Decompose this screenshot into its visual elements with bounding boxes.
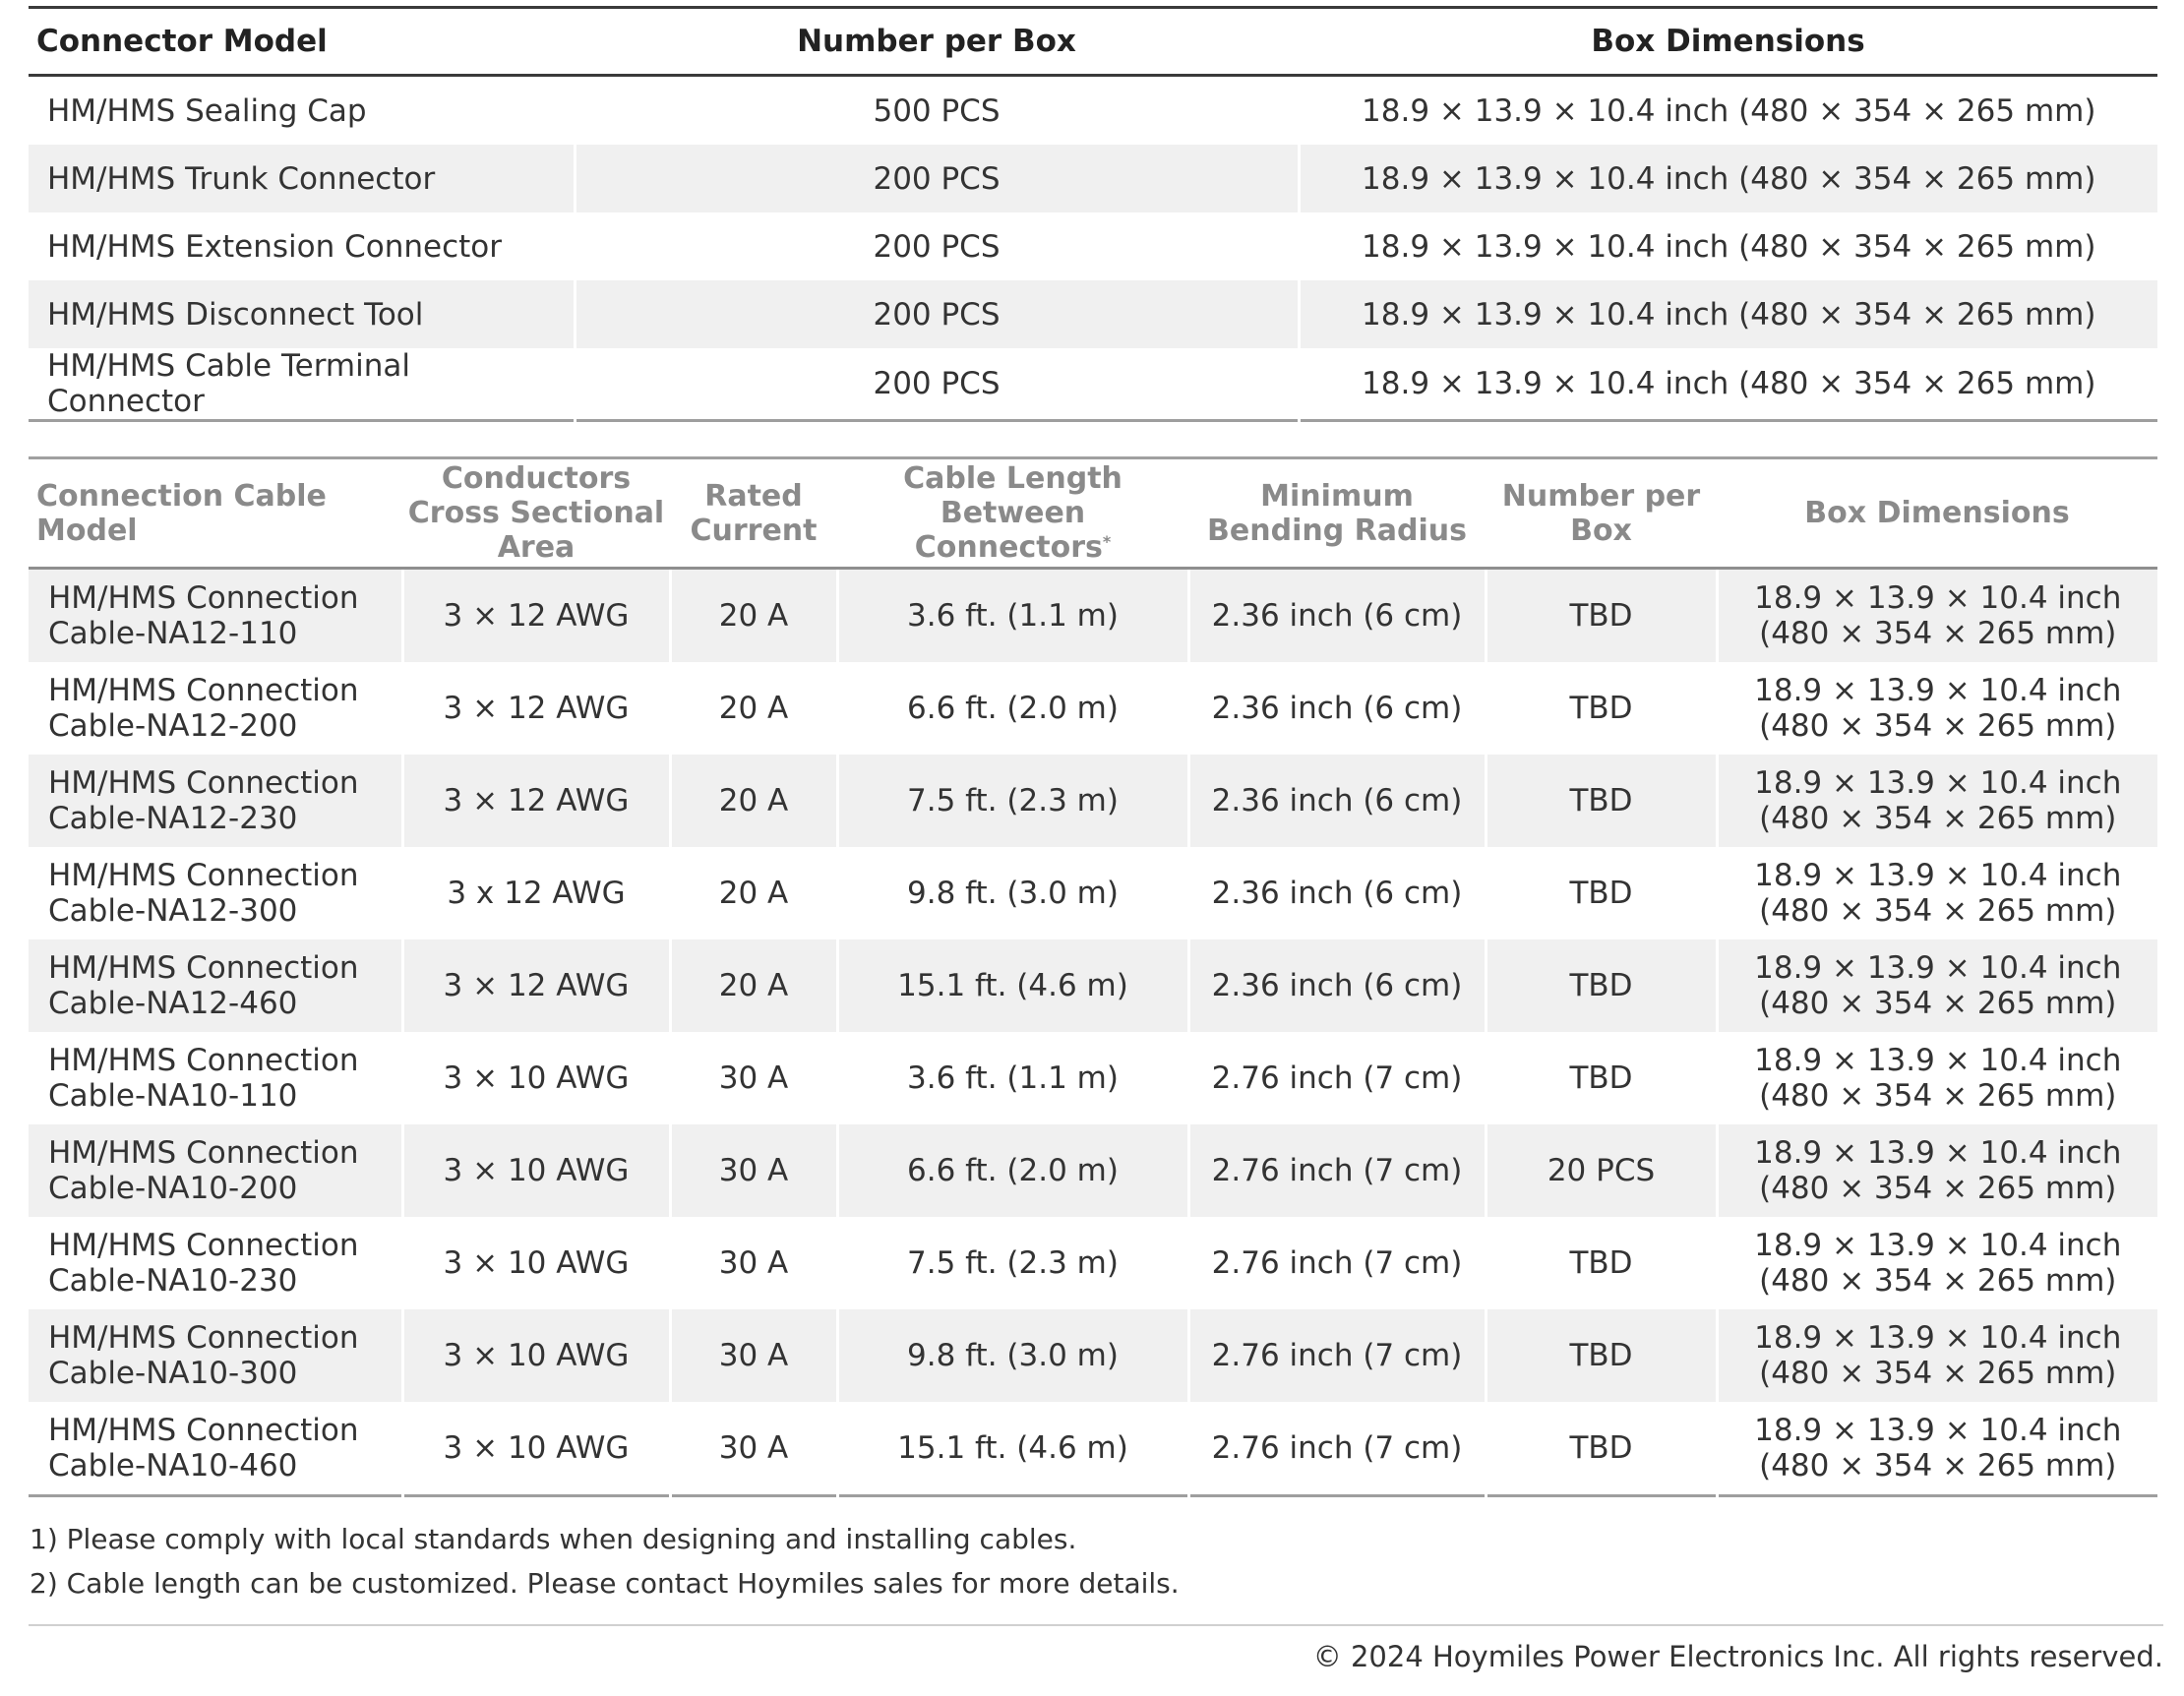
cell-dimensions-line1: 18.9 × 13.9 × 10.4 inch <box>1754 1413 2122 1448</box>
header-connector-model: Connector Model <box>29 8 575 76</box>
cell-radius: 2.36 inch (6 cm) <box>1188 569 1486 663</box>
cable-table <box>29 456 2157 1497</box>
table-row <box>29 755 2157 847</box>
cell-model: HM/HMS Trunk Connector <box>29 145 575 212</box>
cell-radius: 2.36 inch (6 cm) <box>1188 847 1486 939</box>
cell-model-line1: HM/HMS Connection <box>48 858 359 893</box>
footnotes <box>29 1517 2157 1605</box>
cell-length: 3.6 ft. (1.1 m) <box>837 569 1188 663</box>
table-row <box>29 212 2157 280</box>
table-row <box>29 569 2157 663</box>
cell-area: 3 × 12 AWG <box>402 939 670 1032</box>
cell-current: 30 A <box>670 1309 837 1402</box>
cell-length: 6.6 ft. (2.0 m) <box>837 662 1188 755</box>
cell-radius: 2.76 inch (7 cm) <box>1188 1309 1486 1402</box>
footnote-1: 1) Please comply with local standards when designing and installing cables. <box>30 1523 1077 1555</box>
cell-dimensions <box>1717 1124 2157 1217</box>
cell-dimensions-line2: (480 × 354 × 265 mm) <box>1759 986 2117 1021</box>
cell-model-line2: Cable-NA12-230 <box>48 801 298 836</box>
cell-area: 3 x 12 AWG <box>402 847 670 939</box>
cell-model: HM/HMS Disconnect Tool <box>29 280 575 348</box>
cell-model-line2: Cable-NA12-300 <box>48 893 298 929</box>
header-bending-radius: Minimum Bending Radius <box>1188 458 1486 569</box>
cell-model <box>29 1217 402 1309</box>
cell-radius: 2.36 inch (6 cm) <box>1188 662 1486 755</box>
cell-number: TBD <box>1486 939 1717 1032</box>
table-row <box>29 847 2157 939</box>
cell-number: 200 PCS <box>575 212 1299 280</box>
cell-dimensions <box>1717 1309 2157 1402</box>
cell-model-line1: HM/HMS Connection <box>48 673 359 708</box>
cell-length: 15.1 ft. (4.6 m) <box>837 1402 1188 1496</box>
cell-dimensions-line2: (480 × 354 × 265 mm) <box>1759 893 2117 929</box>
cell-model-line1: HM/HMS Connection <box>48 950 359 986</box>
cell-model-line1: HM/HMS Connection <box>48 1135 359 1171</box>
cell-model-line1: HM/HMS Connection <box>48 580 359 616</box>
cell-dimensions-line1: 18.9 × 13.9 × 10.4 inch <box>1754 1135 2122 1171</box>
cell-current: 20 A <box>670 569 837 663</box>
cell-dimensions <box>1717 939 2157 1032</box>
cell-number: 500 PCS <box>575 76 1299 146</box>
cell-radius: 2.76 inch (7 cm) <box>1188 1402 1486 1496</box>
table-row <box>29 1032 2157 1124</box>
table-row <box>29 939 2157 1032</box>
cell-dimensions <box>1717 569 2157 663</box>
cell-model <box>29 939 402 1032</box>
cell-number: 200 PCS <box>575 145 1299 212</box>
cell-model-line1: HM/HMS Connection <box>48 1320 359 1356</box>
cell-radius: 2.36 inch (6 cm) <box>1188 939 1486 1032</box>
cell-area: 3 × 10 AWG <box>402 1402 670 1496</box>
cell-radius: 2.76 inch (7 cm) <box>1188 1032 1486 1124</box>
document-page <box>29 6 2163 1673</box>
cell-model <box>29 755 402 847</box>
copyright-text: © 2024 Hoymiles Power Electronics Inc. All rights reserved. <box>1312 1640 2163 1673</box>
cell-dimensions <box>1717 1402 2157 1496</box>
cell-dimensions-line1: 18.9 × 13.9 × 10.4 inch <box>1754 1043 2122 1078</box>
header-number-per-box: Number per Box <box>1486 458 1717 569</box>
cell-model-line2: Cable-NA12-200 <box>48 708 298 744</box>
cell-model <box>29 1032 402 1124</box>
cell-model-line2: Cable-NA10-110 <box>48 1078 298 1114</box>
cell-dimensions-line2: (480 × 354 × 265 mm) <box>1759 616 2117 651</box>
cell-number: TBD <box>1486 755 1717 847</box>
footnote-2: 2) Cable length can be customized. Please contact Hoymiles sales for more details. <box>30 1567 1180 1600</box>
cell-area: 3 × 10 AWG <box>402 1032 670 1124</box>
cell-model-line2: Cable-NA10-200 <box>48 1171 298 1206</box>
cable-table-header <box>29 458 2157 569</box>
cell-current: 20 A <box>670 755 837 847</box>
cell-model: HM/HMS Sealing Cap <box>47 92 367 129</box>
cell-dimensions-line2: (480 × 354 × 265 mm) <box>1759 1078 2117 1114</box>
header-cable-model: Connection Cable Model <box>29 458 402 569</box>
cell-area: 3 × 12 AWG <box>402 755 670 847</box>
header-cross-sectional-area: Conductors Cross Sectional Area <box>402 458 670 569</box>
footer-divider <box>29 1624 2163 1626</box>
cell-current: 20 A <box>670 939 837 1032</box>
cell-dimensions-line1: 18.9 × 13.9 × 10.4 inch <box>1754 673 2122 708</box>
cell-dimensions-line2: (480 × 354 × 265 mm) <box>1759 708 2117 744</box>
cell-model-line1: HM/HMS Connection <box>48 1413 359 1448</box>
cell-dimensions-line2: (480 × 354 × 265 mm) <box>1759 801 2117 836</box>
cell-model <box>29 1309 402 1402</box>
table-row <box>29 348 2157 421</box>
cell-model <box>29 1402 402 1496</box>
header-box-dimensions: Box Dimensions <box>1299 8 2157 76</box>
table-row <box>29 662 2157 755</box>
cell-model <box>29 662 402 755</box>
cell-area: 3 × 12 AWG <box>402 569 670 663</box>
cell-radius: 2.36 inch (6 cm) <box>1188 755 1486 847</box>
header-cable-length <box>837 458 1188 569</box>
cell-radius: 2.76 inch (7 cm) <box>1188 1124 1486 1217</box>
cell-number: 200 PCS <box>575 348 1299 421</box>
connector-table-header <box>29 8 2157 76</box>
cell-dimensions <box>1717 1217 2157 1309</box>
table-row <box>29 76 2157 146</box>
cell-length: 9.8 ft. (3.0 m) <box>837 1309 1188 1402</box>
cell-dimensions <box>1717 1032 2157 1124</box>
header-rated-current: Rated Current <box>670 458 837 569</box>
header-cable-length-text: Cable Length Between Connectors <box>903 461 1122 565</box>
cell-dimensions: 18.9 × 13.9 × 10.4 inch (480 × 354 × 265 mm) <box>1299 348 2157 421</box>
cell-dimensions-line1: 18.9 × 13.9 × 10.4 inch <box>1754 580 2122 616</box>
cell-current: 30 A <box>670 1124 837 1217</box>
table-row <box>29 1124 2157 1217</box>
cell-dimensions-line1: 18.9 × 13.9 × 10.4 inch <box>1754 1228 2122 1263</box>
cell-number: 20 PCS <box>1486 1124 1717 1217</box>
cell-number: TBD <box>1486 569 1717 663</box>
cell-dimensions-line2: (480 × 354 × 265 mm) <box>1759 1356 2117 1391</box>
cell-dimensions <box>1717 662 2157 755</box>
cell-dimensions: 18.9 × 13.9 × 10.4 inch (480 × 354 × 265 mm) <box>1299 76 2157 146</box>
cell-dimensions-line2: (480 × 354 × 265 mm) <box>1759 1448 2117 1484</box>
cell-dimensions: 18.9 × 13.9 × 10.4 inch (480 × 354 × 265 mm) <box>1299 212 2157 280</box>
cell-model <box>29 569 402 663</box>
cell-dimensions-line2: (480 × 354 × 265 mm) <box>1759 1171 2117 1206</box>
table-row <box>29 145 2157 212</box>
cell-model-line2: Cable-NA12-460 <box>48 986 298 1021</box>
cell-current: 30 A <box>670 1217 837 1309</box>
cell-model-line2: Cable-NA10-300 <box>48 1356 298 1391</box>
cell-model-line2: Cable-NA10-230 <box>48 1263 298 1299</box>
cell-dimensions-line1: 18.9 × 13.9 × 10.4 inch <box>1754 858 2122 893</box>
footnote-mark: * <box>1102 532 1112 551</box>
cell-length: 6.6 ft. (2.0 m) <box>837 1124 1188 1217</box>
cell-length: 7.5 ft. (2.3 m) <box>837 755 1188 847</box>
cell-model: HM/HMS Cable Terminal Connector <box>47 348 410 419</box>
cell-dimensions-line1: 18.9 × 13.9 × 10.4 inch <box>1754 950 2122 986</box>
cell-dimensions <box>1717 847 2157 939</box>
table-row <box>29 1217 2157 1309</box>
cell-number: TBD <box>1486 1032 1717 1124</box>
cell-area: 3 × 10 AWG <box>402 1124 670 1217</box>
cell-length: 7.5 ft. (2.3 m) <box>837 1217 1188 1309</box>
cell-model <box>29 847 402 939</box>
cell-model-line2: Cable-NA12-110 <box>48 616 298 651</box>
header-number-per-box: Number per Box <box>575 8 1299 76</box>
cell-number: TBD <box>1486 1402 1717 1496</box>
cell-current: 30 A <box>670 1402 837 1496</box>
cell-dimensions-line1: 18.9 × 13.9 × 10.4 inch <box>1754 765 2122 801</box>
header-box-dimensions: Box Dimensions <box>1717 458 2157 569</box>
cell-current: 20 A <box>670 847 837 939</box>
cell-model-line1: HM/HMS Connection <box>48 765 359 801</box>
cell-number: TBD <box>1486 847 1717 939</box>
cell-model-line1: HM/HMS Connection <box>48 1228 359 1263</box>
cell-number: 200 PCS <box>575 280 1299 348</box>
cable-table-body <box>29 569 2157 1496</box>
cell-length: 15.1 ft. (4.6 m) <box>837 939 1188 1032</box>
cell-dimensions: 18.9 × 13.9 × 10.4 inch (480 × 354 × 265 mm) <box>1299 145 2157 212</box>
cell-number: TBD <box>1486 662 1717 755</box>
cell-current: 20 A <box>670 662 837 755</box>
cell-dimensions-line1: 18.9 × 13.9 × 10.4 inch <box>1754 1320 2122 1356</box>
cell-current: 30 A <box>670 1032 837 1124</box>
cell-radius: 2.76 inch (7 cm) <box>1188 1217 1486 1309</box>
cell-length: 9.8 ft. (3.0 m) <box>837 847 1188 939</box>
connector-table <box>29 6 2157 422</box>
cell-area: 3 × 10 AWG <box>402 1309 670 1402</box>
cell-number: TBD <box>1486 1309 1717 1402</box>
table-row <box>29 280 2157 348</box>
cell-number: TBD <box>1486 1217 1717 1309</box>
cell-model <box>29 1124 402 1217</box>
cell-model-line2: Cable-NA10-460 <box>48 1448 298 1484</box>
table-row <box>29 1402 2157 1496</box>
cell-length: 3.6 ft. (1.1 m) <box>837 1032 1188 1124</box>
cell-area: 3 × 10 AWG <box>402 1217 670 1309</box>
cell-model-line1: HM/HMS Connection <box>48 1043 359 1078</box>
cell-model: HM/HMS Extension Connector <box>47 228 503 265</box>
cell-dimensions: 18.9 × 13.9 × 10.4 inch (480 × 354 × 265 mm) <box>1299 280 2157 348</box>
cell-area: 3 × 12 AWG <box>402 662 670 755</box>
table-row <box>29 1309 2157 1402</box>
cell-dimensions-line2: (480 × 354 × 265 mm) <box>1759 1263 2117 1299</box>
cell-dimensions <box>1717 755 2157 847</box>
